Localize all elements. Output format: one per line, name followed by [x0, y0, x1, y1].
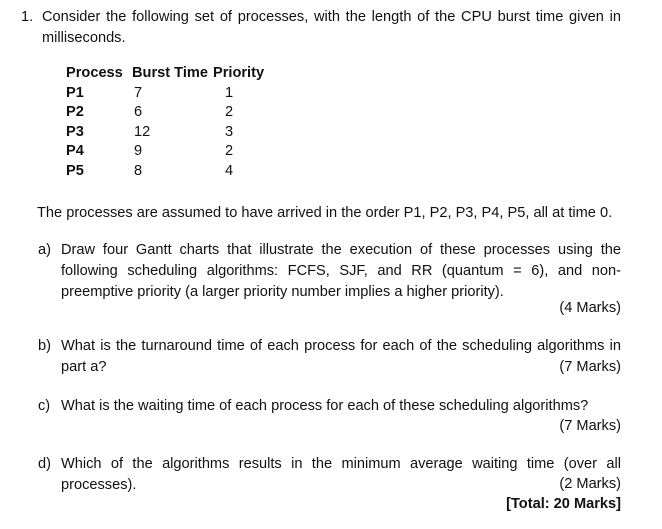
part-b-text: What is the turnaround time of each process for each of the scheduling algorithms in part a? [61, 338, 621, 375]
part-b-label: b) [38, 338, 51, 354]
priority: 1 [225, 84, 234, 101]
burst-time: 8 [134, 162, 143, 179]
table-row [66, 123, 283, 143]
priority: 3 [225, 123, 234, 140]
total-marks: [Total: 20 Marks] [506, 496, 621, 512]
table-header-row [66, 64, 283, 84]
part-a-label: a) [38, 242, 51, 258]
priority: 2 [225, 143, 234, 160]
table-row [66, 142, 283, 162]
header-priority: Priority [213, 65, 265, 81]
burst-time: 9 [134, 143, 143, 160]
table-row [66, 103, 283, 123]
part-c-marks: (7 Marks) [559, 418, 621, 434]
part-d-label: d) [38, 456, 51, 472]
question-intro: Consider the following set of processes, with the length of the CPU burst time given in milliseconds. [42, 9, 621, 46]
question-number: 1. [21, 9, 34, 25]
part-c-text: What is the waiting time of each process for each of these scheduling algorithms? [61, 398, 589, 414]
process-name: P4 [66, 143, 84, 160]
header-process: Process [66, 65, 123, 81]
part-a-marks: (4 Marks) [559, 300, 621, 316]
part-a-text: Draw four Gantt charts that illustrate the execution of these processes using the following scheduling algorithms: FCFS, SJF, and RR (quantum = 6), and non-preemptive priority (a larger priority number implies a higher priority). [61, 242, 621, 300]
process-table [66, 64, 283, 182]
process-name: P1 [66, 84, 84, 101]
part-c-label: c) [38, 398, 51, 414]
process-name: P2 [66, 104, 84, 121]
part-d-marks: (2 Marks) [559, 476, 621, 492]
priority: 2 [225, 104, 234, 121]
burst-time: 6 [134, 104, 143, 121]
burst-time: 12 [134, 123, 151, 140]
arrival-note: The processes are assumed to have arrived in the order P1, P2, P3, P4, P5, all at time 0. [37, 205, 613, 221]
table-row [66, 84, 283, 104]
part-d-text: Which of the algorithms results in the minimum average waiting time (over all processes). [61, 456, 621, 493]
table-row [66, 162, 283, 182]
priority: 4 [225, 162, 234, 179]
part-b-marks: (7 Marks) [559, 359, 621, 375]
process-name: P3 [66, 123, 84, 140]
process-name: P5 [66, 162, 84, 179]
burst-time: 7 [134, 84, 143, 101]
header-burst-time: Burst Time [132, 65, 208, 81]
